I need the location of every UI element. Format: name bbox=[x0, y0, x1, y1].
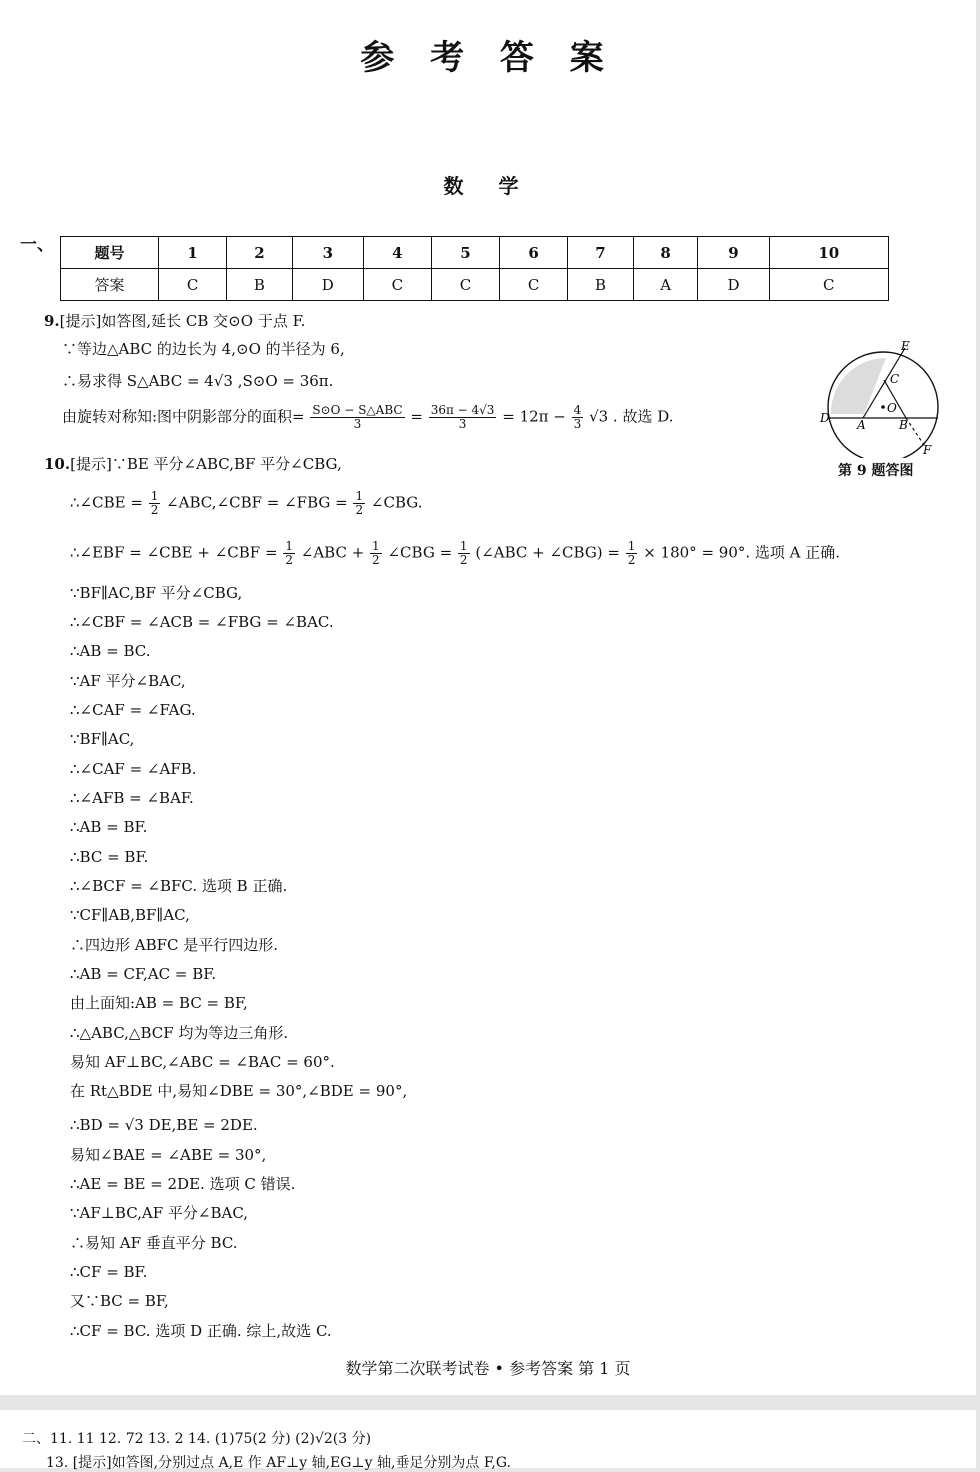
table-cell: 1 bbox=[159, 237, 227, 269]
table-cell: 4 bbox=[363, 237, 431, 269]
solution-line: 易知 AF⊥BC,∠ABC = ∠BAC = 60°. bbox=[70, 1053, 335, 1071]
table-cell: 10 bbox=[769, 237, 888, 269]
q10-l1b: ∠ABC,∠CBF = ∠FBG = bbox=[166, 493, 348, 512]
fraction-half bbox=[149, 490, 161, 517]
solution-line: ∴四边形 ABFC 是平行四边形. bbox=[70, 936, 279, 954]
table-cell: 9 bbox=[698, 237, 769, 269]
solution-line: ∴AB = CF,AC = BF. bbox=[70, 965, 217, 983]
q9-l4-pre: 由旋转对称知:图中阴影部分的面积= bbox=[62, 407, 305, 426]
table-cell: C bbox=[363, 269, 431, 301]
q10-line-0 bbox=[44, 453, 342, 475]
solution-line: 由上面知:AB = BC = BF, bbox=[70, 994, 248, 1012]
solution-line: 又∵BC = BF, bbox=[70, 1292, 169, 1310]
frac-den: 2 bbox=[355, 503, 364, 517]
table-cell: C bbox=[431, 269, 499, 301]
table-cell: A bbox=[633, 269, 698, 301]
label-e: E bbox=[901, 339, 910, 353]
table-cell: B bbox=[227, 269, 293, 301]
label-b: B bbox=[899, 418, 908, 432]
frac-den: 2 bbox=[372, 553, 380, 567]
table-cell: 3 bbox=[292, 237, 363, 269]
q10-l2c: ∠CBG = bbox=[387, 543, 453, 562]
frac-num: 1 bbox=[627, 539, 636, 553]
table-row bbox=[61, 269, 889, 301]
solution-line: ∵AF⊥BC,AF 平分∠BAC, bbox=[70, 1204, 249, 1222]
solution-line: ∴△ABC,△BCF 均为等边三角形. bbox=[70, 1024, 289, 1042]
q9-line-3: ∴易求得 S△ABC = 4√3 ,S⊙O = 36π. bbox=[62, 372, 334, 390]
frac-num: 1 bbox=[372, 539, 380, 553]
center-dot bbox=[881, 405, 885, 409]
solution-line: ∴∠CAF = ∠AFB. bbox=[70, 760, 197, 778]
table-cell: 6 bbox=[500, 237, 568, 269]
table-cell: 8 bbox=[633, 237, 698, 269]
solution-line: ∴∠CAF = ∠FAG. bbox=[70, 701, 196, 719]
fraction-half bbox=[353, 490, 365, 517]
q9-fraction-1 bbox=[310, 404, 404, 431]
fraction-half bbox=[370, 540, 382, 567]
q9-fraction-3 bbox=[572, 404, 584, 431]
table-cell: D bbox=[698, 269, 769, 301]
solution-line: ∴AB = BF. bbox=[70, 818, 148, 836]
solution-line: ∵BF∥AC, bbox=[70, 730, 135, 748]
solution-line: ∴AE = BE = 2DE. 选项 C 错误. bbox=[70, 1175, 296, 1193]
solution-line: ∴AB = BC. bbox=[70, 642, 151, 660]
solution-line: ∴∠BCF = ∠BFC. 选项 B 正确. bbox=[70, 877, 288, 895]
q9-line-1 bbox=[44, 310, 305, 332]
q10-l1c: ∠CBG. bbox=[370, 493, 423, 512]
q9-figure-caption: 第 9 题答图 bbox=[838, 463, 914, 479]
table-cell: C bbox=[769, 269, 888, 301]
q9-l4-mid: = 12π − bbox=[502, 407, 566, 426]
q9-l4-end: √3 . 故选 D. bbox=[589, 407, 674, 426]
solution-line: 易知∠BAE = ∠ABE = 30°, bbox=[70, 1146, 267, 1164]
q9-f1-num: S⊙O − S△ABC bbox=[312, 403, 403, 417]
q9-f2-den: 3 bbox=[458, 417, 467, 431]
q9-f2-num: 36π − 4√3 bbox=[430, 403, 495, 417]
label-a: A bbox=[857, 418, 866, 432]
q9-f3-num: 4 bbox=[573, 403, 582, 417]
frac-num: 1 bbox=[150, 489, 159, 503]
answer-table bbox=[60, 236, 889, 301]
q9-line-4 bbox=[62, 404, 674, 431]
frac-den: 2 bbox=[285, 553, 293, 567]
solution-line: ∵BF∥AC,BF 平分∠CBG, bbox=[70, 584, 243, 602]
q10-l2d: (∠ABC + ∠CBG) = bbox=[475, 543, 620, 562]
table-cell: 7 bbox=[568, 237, 634, 269]
solution-line: ∴BC = BF. bbox=[70, 848, 149, 866]
q9-f1-den: 3 bbox=[353, 417, 362, 431]
frac-num: 1 bbox=[459, 539, 468, 553]
q9-figure bbox=[816, 336, 956, 458]
frac-den: 2 bbox=[459, 553, 468, 567]
solution-line: ∴∠AFB = ∠BAF. bbox=[70, 789, 194, 807]
solution-line: ∴CF = BC. 选项 D 正确. 综上,故选 C. bbox=[70, 1322, 332, 1340]
table-cell: 2 bbox=[227, 237, 293, 269]
q10-line-2 bbox=[70, 540, 840, 567]
solution-line: ∵AF 平分∠BAC, bbox=[70, 672, 186, 690]
solution-line: 在 Rt△BDE 中,易知∠DBE = 30°,∠BDE = 90°, bbox=[70, 1082, 408, 1100]
q9-line-2: ∵等边△ABC 的边长为 4,⊙O 的半径为 6, bbox=[62, 340, 345, 358]
q10-number: 10. bbox=[44, 455, 71, 473]
header-label-cell: 题号 bbox=[61, 237, 159, 269]
solution-line: ∴易知 AF 垂直平分 BC. bbox=[70, 1234, 238, 1252]
frac-den: 2 bbox=[627, 553, 636, 567]
q10-l2e: × 180° = 90°. 选项 A 正确. bbox=[643, 543, 841, 562]
q10-text-0: [提示]∵BE 平分∠ABC,BF 平分∠CBG, bbox=[70, 455, 342, 473]
solution-line: ∴CF = BF. bbox=[70, 1263, 148, 1281]
solution-line: ∴∠CBF = ∠ACB = ∠FBG = ∠BAC. bbox=[70, 613, 334, 631]
q10-l2b: ∠ABC + bbox=[300, 543, 365, 562]
page-title: 参 考 答 案 bbox=[360, 38, 616, 78]
q9-fraction-2 bbox=[429, 404, 497, 431]
section-one-label: 一、 bbox=[20, 235, 54, 255]
table-cell: C bbox=[159, 269, 227, 301]
table-cell: D bbox=[292, 269, 363, 301]
table-cell: C bbox=[500, 269, 568, 301]
fraction-half bbox=[626, 540, 638, 567]
q9-eq: = bbox=[410, 407, 423, 426]
label-f: F bbox=[923, 443, 932, 457]
frac-den: 2 bbox=[150, 503, 159, 517]
q9-f3-den: 3 bbox=[573, 417, 582, 431]
fraction-half bbox=[283, 540, 295, 567]
q10-l2a: ∴∠EBF = ∠CBE + ∠CBF = bbox=[70, 543, 278, 562]
q13-hint-line: 13. [提示]如答图,分别过点 A,E 作 AF⊥y 轴,EG⊥y 轴,垂足分别为点 F,G. bbox=[46, 1455, 511, 1471]
label-c: C bbox=[890, 372, 900, 386]
answer-label-cell: 答案 bbox=[61, 269, 159, 301]
page-footer: 数学第二次联考试卷 • 参考答案 第 1 页 bbox=[345, 1359, 631, 1378]
section-two-answers: 二、11. 11 12. 72 13. 2 14. (1)75(2 分) (2)√2(3 分) bbox=[22, 1431, 372, 1447]
label-d: D bbox=[820, 411, 830, 425]
q9-text-1: [提示]如答图,延长 CB 交⊙O 于点 F. bbox=[59, 312, 306, 330]
solution-line: ∴BD = √3 DE,BE = 2DE. bbox=[70, 1116, 258, 1134]
frac-num: 1 bbox=[355, 489, 364, 503]
q10-l1a: ∴∠CBE = bbox=[70, 493, 143, 512]
table-row bbox=[61, 237, 889, 269]
table-cell: B bbox=[568, 269, 634, 301]
frac-num: 1 bbox=[285, 539, 293, 553]
subject-heading: 数 学 bbox=[443, 174, 533, 198]
label-o: O bbox=[887, 401, 897, 415]
q9-number: 9. bbox=[44, 312, 60, 330]
fraction-half bbox=[458, 540, 470, 567]
shaded-region bbox=[831, 358, 886, 414]
q10-line-1 bbox=[70, 490, 422, 517]
solution-line: ∵CF∥AB,BF∥AC, bbox=[70, 906, 190, 924]
table-cell: 5 bbox=[431, 237, 499, 269]
